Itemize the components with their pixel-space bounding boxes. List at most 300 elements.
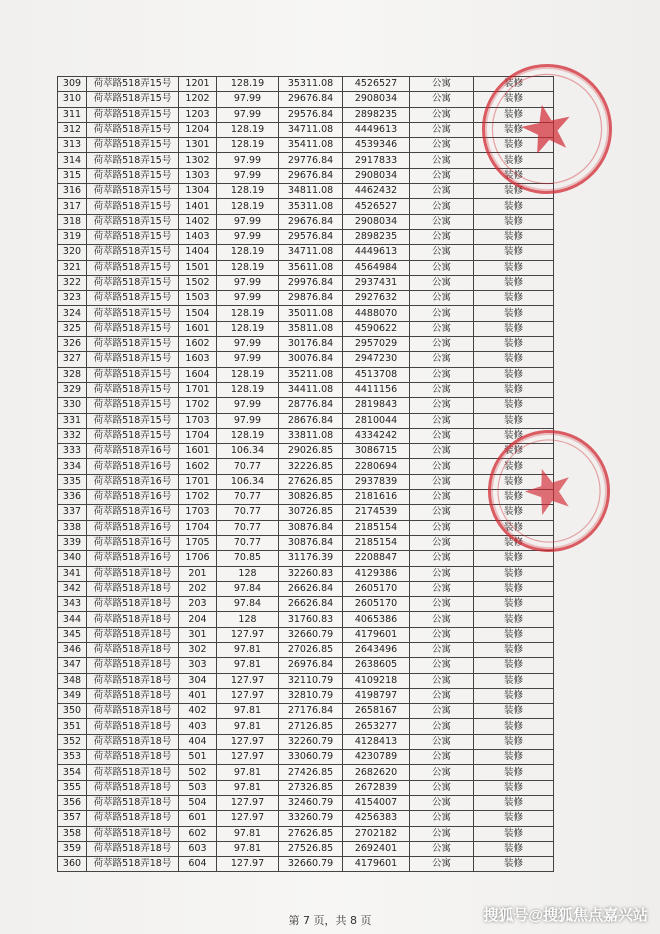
row-index-cell: 336 xyxy=(58,490,87,505)
usage-cell: 公寓 xyxy=(410,551,474,566)
unit-price-cell: 30876.84 xyxy=(279,535,343,550)
total-price-cell: 2692401 xyxy=(343,841,410,856)
address-cell: 荷萃路518弄18号 xyxy=(87,795,179,810)
area-cell: 128.19 xyxy=(217,321,279,336)
total-price-cell: 2174539 xyxy=(343,505,410,520)
address-cell: 荷萃路518弄16号 xyxy=(87,490,179,505)
address-cell: 荷萃路518弄15号 xyxy=(87,138,179,153)
address-cell: 荷萃路518弄18号 xyxy=(87,841,179,856)
decoration-cell: 装修 xyxy=(474,597,554,612)
room-number-cell: 1703 xyxy=(179,505,217,520)
row-index-cell: 330 xyxy=(58,398,87,413)
area-cell: 97.81 xyxy=(217,765,279,780)
area-cell: 97.81 xyxy=(217,719,279,734)
total-price-cell: 4590622 xyxy=(343,321,410,336)
room-number-cell: 1603 xyxy=(179,352,217,367)
area-cell: 97.81 xyxy=(217,658,279,673)
usage-cell: 公寓 xyxy=(410,444,474,459)
total-price-cell: 4449613 xyxy=(343,245,410,260)
address-cell: 荷萃路518弄15号 xyxy=(87,382,179,397)
area-cell: 127.97 xyxy=(217,734,279,749)
decoration-cell: 装修 xyxy=(474,168,554,183)
decoration-cell: 装修 xyxy=(474,291,554,306)
total-price-cell: 2908034 xyxy=(343,168,410,183)
decoration-cell: 装修 xyxy=(474,321,554,336)
address-cell: 荷萃路518弄16号 xyxy=(87,535,179,550)
unit-price-cell: 29776.84 xyxy=(279,153,343,168)
row-index-cell: 338 xyxy=(58,520,87,535)
room-number-cell: 1705 xyxy=(179,535,217,550)
area-cell: 128.19 xyxy=(217,382,279,397)
address-cell: 荷萃路518弄15号 xyxy=(87,260,179,275)
area-cell: 128.19 xyxy=(217,260,279,275)
room-number-cell: 303 xyxy=(179,658,217,673)
decoration-cell: 装修 xyxy=(474,490,554,505)
row-index-cell: 347 xyxy=(58,658,87,673)
area-cell: 97.99 xyxy=(217,413,279,428)
usage-cell: 公寓 xyxy=(410,107,474,122)
address-cell: 荷萃路518弄18号 xyxy=(87,688,179,703)
address-cell: 荷萃路518弄18号 xyxy=(87,642,179,657)
decoration-cell: 装修 xyxy=(474,719,554,734)
area-cell: 128.19 xyxy=(217,367,279,382)
decoration-cell: 装修 xyxy=(474,428,554,443)
unit-price-cell: 27326.85 xyxy=(279,780,343,795)
address-cell: 荷萃路518弄15号 xyxy=(87,306,179,321)
total-price-cell: 4128413 xyxy=(343,734,410,749)
area-cell: 128 xyxy=(217,612,279,627)
decoration-cell: 装修 xyxy=(474,658,554,673)
room-number-cell: 301 xyxy=(179,627,217,642)
table-row xyxy=(58,688,554,703)
table-row xyxy=(58,367,554,382)
unit-price-cell: 30176.84 xyxy=(279,337,343,352)
room-number-cell: 1304 xyxy=(179,184,217,199)
room-number-cell: 1702 xyxy=(179,398,217,413)
unit-price-cell: 32660.79 xyxy=(279,627,343,642)
address-cell: 荷萃路518弄18号 xyxy=(87,734,179,749)
total-price-cell: 2605170 xyxy=(343,581,410,596)
row-index-cell: 354 xyxy=(58,765,87,780)
table-row xyxy=(58,122,554,137)
unit-price-cell: 26626.84 xyxy=(279,597,343,612)
usage-cell: 公寓 xyxy=(410,260,474,275)
usage-cell: 公寓 xyxy=(410,275,474,290)
unit-price-cell: 29676.84 xyxy=(279,92,343,107)
unit-price-cell: 27176.84 xyxy=(279,704,343,719)
unit-price-cell: 29876.84 xyxy=(279,291,343,306)
address-cell: 荷萃路518弄15号 xyxy=(87,122,179,137)
table-row xyxy=(58,138,554,153)
usage-cell: 公寓 xyxy=(410,734,474,749)
room-number-cell: 1704 xyxy=(179,520,217,535)
room-number-cell: 1701 xyxy=(179,382,217,397)
total-price-cell: 4411156 xyxy=(343,382,410,397)
address-cell: 荷萃路518弄15号 xyxy=(87,275,179,290)
unit-price-cell: 35311.08 xyxy=(279,199,343,214)
total-price-cell: 2937839 xyxy=(343,474,410,489)
table-row xyxy=(58,765,554,780)
decoration-cell: 装修 xyxy=(474,688,554,703)
area-cell: 127.97 xyxy=(217,857,279,872)
room-number-cell: 502 xyxy=(179,765,217,780)
total-price-cell: 4065386 xyxy=(343,612,410,627)
area-cell: 70.77 xyxy=(217,459,279,474)
decoration-cell: 装修 xyxy=(474,122,554,137)
usage-cell: 公寓 xyxy=(410,566,474,581)
total-price-cell: 4129386 xyxy=(343,566,410,581)
unit-price-cell: 34711.08 xyxy=(279,122,343,137)
area-cell: 128.19 xyxy=(217,184,279,199)
usage-cell: 公寓 xyxy=(410,306,474,321)
area-cell: 106.34 xyxy=(217,444,279,459)
address-cell: 荷萃路518弄15号 xyxy=(87,92,179,107)
area-cell: 97.84 xyxy=(217,597,279,612)
total-price-cell: 2658167 xyxy=(343,704,410,719)
address-cell: 荷萃路518弄15号 xyxy=(87,184,179,199)
usage-cell: 公寓 xyxy=(410,92,474,107)
table-row xyxy=(58,658,554,673)
area-cell: 128.19 xyxy=(217,138,279,153)
decoration-cell: 装修 xyxy=(474,826,554,841)
row-index-cell: 360 xyxy=(58,857,87,872)
usage-cell: 公寓 xyxy=(410,153,474,168)
unit-price-cell: 33060.79 xyxy=(279,750,343,765)
row-index-cell: 341 xyxy=(58,566,87,581)
address-cell: 荷萃路518弄18号 xyxy=(87,581,179,596)
room-number-cell: 202 xyxy=(179,581,217,596)
area-cell: 97.81 xyxy=(217,780,279,795)
total-price-cell: 2810044 xyxy=(343,413,410,428)
decoration-cell: 装修 xyxy=(474,642,554,657)
unit-price-cell: 30826.85 xyxy=(279,490,343,505)
usage-cell: 公寓 xyxy=(410,245,474,260)
table-row xyxy=(58,474,554,489)
table-row xyxy=(58,612,554,627)
row-index-cell: 353 xyxy=(58,750,87,765)
row-index-cell: 342 xyxy=(58,581,87,596)
room-number-cell: 204 xyxy=(179,612,217,627)
total-price-cell: 4488070 xyxy=(343,306,410,321)
area-cell: 128.19 xyxy=(217,245,279,260)
row-index-cell: 331 xyxy=(58,413,87,428)
area-cell: 97.99 xyxy=(217,153,279,168)
room-number-cell: 304 xyxy=(179,673,217,688)
table-row xyxy=(58,857,554,872)
decoration-cell: 装修 xyxy=(474,535,554,550)
table-row xyxy=(58,566,554,581)
row-index-cell: 313 xyxy=(58,138,87,153)
unit-price-cell: 35211.08 xyxy=(279,367,343,382)
usage-cell: 公寓 xyxy=(410,184,474,199)
room-number-cell: 501 xyxy=(179,750,217,765)
area-cell: 97.99 xyxy=(217,168,279,183)
row-index-cell: 312 xyxy=(58,122,87,137)
total-price-cell: 2702182 xyxy=(343,826,410,841)
room-number-cell: 1702 xyxy=(179,490,217,505)
decoration-cell: 装修 xyxy=(474,214,554,229)
area-cell: 97.81 xyxy=(217,826,279,841)
unit-price-cell: 32110.79 xyxy=(279,673,343,688)
total-price-cell: 4564984 xyxy=(343,260,410,275)
decoration-cell: 装修 xyxy=(474,459,554,474)
total-price-cell: 2927632 xyxy=(343,291,410,306)
total-price-cell: 2181616 xyxy=(343,490,410,505)
total-price-cell: 2947230 xyxy=(343,352,410,367)
unit-price-cell: 35011.08 xyxy=(279,306,343,321)
room-number-cell: 1703 xyxy=(179,413,217,428)
decoration-cell: 装修 xyxy=(474,413,554,428)
address-cell: 荷萃路518弄16号 xyxy=(87,459,179,474)
row-index-cell: 320 xyxy=(58,245,87,260)
address-cell: 荷萃路518弄18号 xyxy=(87,857,179,872)
total-price-cell: 2208847 xyxy=(343,551,410,566)
decoration-cell: 装修 xyxy=(474,184,554,199)
total-price-cell: 2185154 xyxy=(343,520,410,535)
table-row xyxy=(58,704,554,719)
row-index-cell: 344 xyxy=(58,612,87,627)
table-row xyxy=(58,413,554,428)
decoration-cell: 装修 xyxy=(474,92,554,107)
address-cell: 荷萃路518弄16号 xyxy=(87,474,179,489)
usage-cell: 公寓 xyxy=(410,750,474,765)
decoration-cell: 装修 xyxy=(474,107,554,122)
usage-cell: 公寓 xyxy=(410,642,474,657)
row-index-cell: 309 xyxy=(58,77,87,92)
row-index-cell: 359 xyxy=(58,841,87,856)
total-price-cell: 2672839 xyxy=(343,780,410,795)
total-price-cell: 4462432 xyxy=(343,184,410,199)
table-row xyxy=(58,597,554,612)
table-row xyxy=(58,795,554,810)
area-cell: 70.77 xyxy=(217,520,279,535)
address-cell: 荷萃路518弄15号 xyxy=(87,352,179,367)
row-index-cell: 328 xyxy=(58,367,87,382)
table-row xyxy=(58,673,554,688)
usage-cell: 公寓 xyxy=(410,612,474,627)
unit-price-cell: 32460.79 xyxy=(279,795,343,810)
total-price-cell: 2908034 xyxy=(343,92,410,107)
usage-cell: 公寓 xyxy=(410,841,474,856)
total-price-cell: 2898235 xyxy=(343,107,410,122)
usage-cell: 公寓 xyxy=(410,795,474,810)
table-row xyxy=(58,199,554,214)
total-price-cell: 4526527 xyxy=(343,199,410,214)
row-index-cell: 348 xyxy=(58,673,87,688)
row-index-cell: 346 xyxy=(58,642,87,657)
decoration-cell: 装修 xyxy=(474,627,554,642)
usage-cell: 公寓 xyxy=(410,857,474,872)
total-price-cell: 4526527 xyxy=(343,77,410,92)
address-cell: 荷萃路518弄18号 xyxy=(87,719,179,734)
decoration-cell: 装修 xyxy=(474,750,554,765)
room-number-cell: 1303 xyxy=(179,168,217,183)
table-row xyxy=(58,505,554,520)
area-cell: 97.84 xyxy=(217,581,279,596)
unit-price-cell: 31760.83 xyxy=(279,612,343,627)
usage-cell: 公寓 xyxy=(410,138,474,153)
room-number-cell: 1706 xyxy=(179,551,217,566)
table-row xyxy=(58,428,554,443)
usage-cell: 公寓 xyxy=(410,77,474,92)
room-number-cell: 1202 xyxy=(179,92,217,107)
address-cell: 荷萃路518弄18号 xyxy=(87,673,179,688)
row-index-cell: 311 xyxy=(58,107,87,122)
usage-cell: 公寓 xyxy=(410,765,474,780)
total-price-cell: 2280694 xyxy=(343,459,410,474)
decoration-cell: 装修 xyxy=(474,795,554,810)
row-index-cell: 326 xyxy=(58,337,87,352)
unit-price-cell: 32260.83 xyxy=(279,566,343,581)
decoration-cell: 装修 xyxy=(474,153,554,168)
row-index-cell: 323 xyxy=(58,291,87,306)
decoration-cell: 装修 xyxy=(474,765,554,780)
row-index-cell: 337 xyxy=(58,505,87,520)
address-cell: 荷萃路518弄16号 xyxy=(87,551,179,566)
total-price-cell: 4198797 xyxy=(343,688,410,703)
decoration-cell: 装修 xyxy=(474,811,554,826)
decoration-cell: 装修 xyxy=(474,306,554,321)
room-number-cell: 1402 xyxy=(179,214,217,229)
address-cell: 荷萃路518弄18号 xyxy=(87,826,179,841)
table-body xyxy=(58,77,554,872)
area-cell: 97.81 xyxy=(217,642,279,657)
area-cell: 97.99 xyxy=(217,107,279,122)
total-price-cell: 2937431 xyxy=(343,275,410,290)
row-index-cell: 345 xyxy=(58,627,87,642)
table-row xyxy=(58,321,554,336)
area-cell: 127.97 xyxy=(217,673,279,688)
unit-price-cell: 34811.08 xyxy=(279,184,343,199)
row-index-cell: 355 xyxy=(58,780,87,795)
table-row xyxy=(58,245,554,260)
unit-price-cell: 26976.84 xyxy=(279,658,343,673)
address-cell: 荷萃路518弄15号 xyxy=(87,413,179,428)
room-number-cell: 302 xyxy=(179,642,217,657)
usage-cell: 公寓 xyxy=(410,688,474,703)
table-row xyxy=(58,168,554,183)
address-cell: 荷萃路518弄18号 xyxy=(87,780,179,795)
table-row xyxy=(58,535,554,550)
area-cell: 97.99 xyxy=(217,229,279,244)
area-cell: 70.77 xyxy=(217,535,279,550)
row-index-cell: 350 xyxy=(58,704,87,719)
row-index-cell: 334 xyxy=(58,459,87,474)
address-cell: 荷萃路518弄18号 xyxy=(87,627,179,642)
usage-cell: 公寓 xyxy=(410,597,474,612)
table-row xyxy=(58,229,554,244)
total-price-cell: 2643496 xyxy=(343,642,410,657)
table-row xyxy=(58,642,554,657)
table-row xyxy=(58,214,554,229)
address-cell: 荷萃路518弄15号 xyxy=(87,199,179,214)
decoration-cell: 装修 xyxy=(474,566,554,581)
table-row xyxy=(58,352,554,367)
total-price-cell: 3086715 xyxy=(343,444,410,459)
usage-cell: 公寓 xyxy=(410,398,474,413)
decoration-cell: 装修 xyxy=(474,367,554,382)
usage-cell: 公寓 xyxy=(410,811,474,826)
room-number-cell: 1601 xyxy=(179,444,217,459)
area-cell: 70.77 xyxy=(217,505,279,520)
decoration-cell: 装修 xyxy=(474,474,554,489)
table-row xyxy=(58,306,554,321)
decoration-cell: 装修 xyxy=(474,382,554,397)
seal-top-graphic xyxy=(473,55,620,202)
total-price-cell: 4154007 xyxy=(343,795,410,810)
address-cell: 荷萃路518弄18号 xyxy=(87,704,179,719)
row-index-cell: 315 xyxy=(58,168,87,183)
table-row xyxy=(58,337,554,352)
area-cell: 97.99 xyxy=(217,275,279,290)
table-row xyxy=(58,841,554,856)
unit-price-cell: 32660.79 xyxy=(279,857,343,872)
usage-cell: 公寓 xyxy=(410,474,474,489)
room-number-cell: 1401 xyxy=(179,199,217,214)
unit-price-cell: 30076.84 xyxy=(279,352,343,367)
usage-cell: 公寓 xyxy=(410,122,474,137)
address-cell: 荷萃路518弄18号 xyxy=(87,566,179,581)
watermark-text: 搜狐号@搜狐焦点嘉兴站 xyxy=(483,907,648,924)
unit-price-cell: 27626.85 xyxy=(279,474,343,489)
total-price-cell: 4513708 xyxy=(343,367,410,382)
area-cell: 128.19 xyxy=(217,428,279,443)
usage-cell: 公寓 xyxy=(410,581,474,596)
area-cell: 127.97 xyxy=(217,811,279,826)
decoration-cell: 装修 xyxy=(474,444,554,459)
decoration-cell: 装修 xyxy=(474,505,554,520)
room-number-cell: 401 xyxy=(179,688,217,703)
row-index-cell: 324 xyxy=(58,306,87,321)
table-row xyxy=(58,184,554,199)
table-row xyxy=(58,627,554,642)
room-number-cell: 1201 xyxy=(179,77,217,92)
room-number-cell: 1302 xyxy=(179,153,217,168)
decoration-cell: 装修 xyxy=(474,520,554,535)
table-row xyxy=(58,520,554,535)
decoration-cell: 装修 xyxy=(474,673,554,688)
row-index-cell: 343 xyxy=(58,597,87,612)
address-cell: 荷萃路518弄16号 xyxy=(87,505,179,520)
room-number-cell: 1403 xyxy=(179,229,217,244)
room-number-cell: 201 xyxy=(179,566,217,581)
address-cell: 荷萃路518弄16号 xyxy=(87,520,179,535)
table-row xyxy=(58,291,554,306)
decoration-cell: 装修 xyxy=(474,77,554,92)
room-number-cell: 1502 xyxy=(179,275,217,290)
unit-price-cell: 32810.79 xyxy=(279,688,343,703)
area-cell: 97.81 xyxy=(217,704,279,719)
total-price-cell: 2898235 xyxy=(343,229,410,244)
room-number-cell: 1404 xyxy=(179,245,217,260)
decoration-cell: 装修 xyxy=(474,612,554,627)
usage-cell: 公寓 xyxy=(410,520,474,535)
decoration-cell: 装修 xyxy=(474,245,554,260)
usage-cell: 公寓 xyxy=(410,719,474,734)
unit-price-cell: 35311.08 xyxy=(279,77,343,92)
address-cell: 荷萃路518弄15号 xyxy=(87,107,179,122)
total-price-cell: 4109218 xyxy=(343,673,410,688)
row-index-cell: 349 xyxy=(58,688,87,703)
unit-price-cell: 28676.84 xyxy=(279,413,343,428)
room-number-cell: 1602 xyxy=(179,337,217,352)
row-index-cell: 351 xyxy=(58,719,87,734)
area-cell: 127.97 xyxy=(217,688,279,703)
row-index-cell: 339 xyxy=(58,535,87,550)
usage-cell: 公寓 xyxy=(410,459,474,474)
area-cell: 128.19 xyxy=(217,77,279,92)
unit-price-cell: 27126.85 xyxy=(279,719,343,734)
